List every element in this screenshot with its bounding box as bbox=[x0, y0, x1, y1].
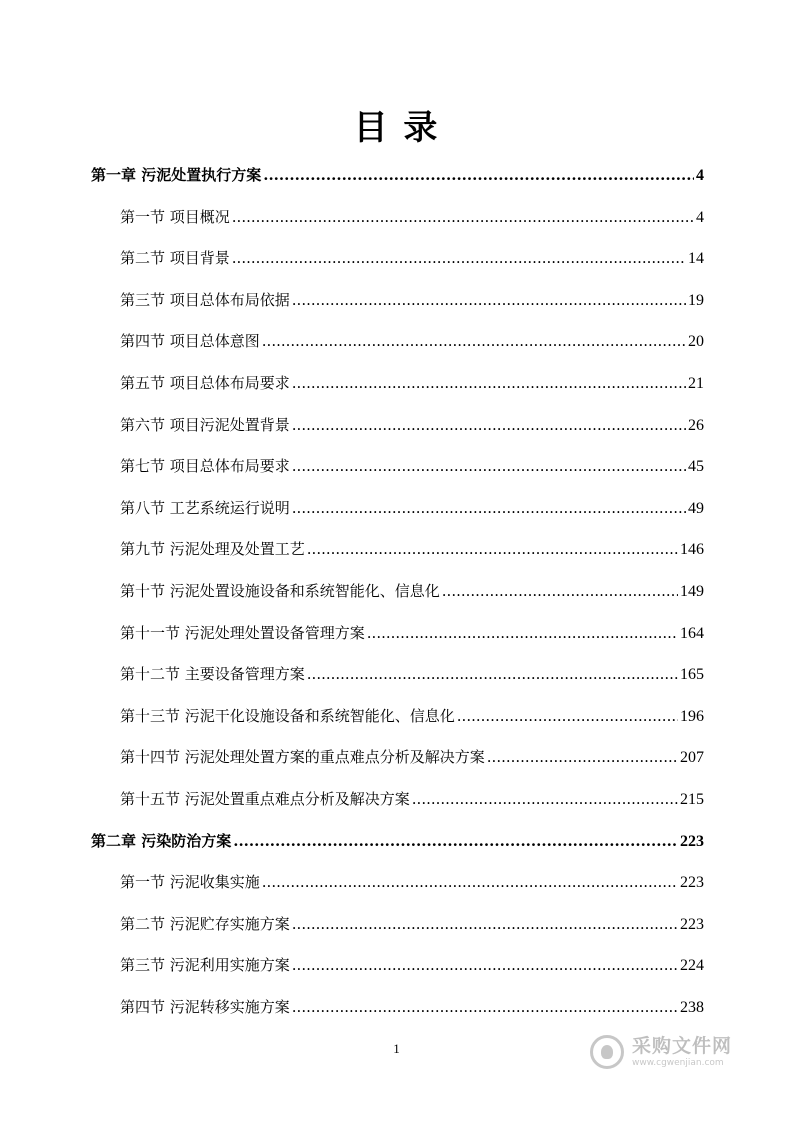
toc-entry-page-number: 26 bbox=[688, 417, 704, 434]
cgwenjian-logo-icon bbox=[590, 1035, 624, 1069]
toc-section-entry[interactable] bbox=[120, 496, 704, 520]
toc-section-entry[interactable] bbox=[120, 579, 704, 603]
toc-section-entry[interactable] bbox=[120, 787, 704, 811]
toc-entry-label: 第十节 污泥处置设施设备和系统智能化、信息化 bbox=[120, 582, 440, 600]
toc-dot-leader bbox=[292, 496, 686, 520]
toc-section-entry[interactable] bbox=[120, 246, 704, 270]
toc-dot-leader bbox=[232, 246, 686, 270]
toc-entry-label: 第十四节 污泥处理处置方案的重点难点分析及解决方案 bbox=[120, 748, 485, 766]
toc-section-entry[interactable] bbox=[120, 745, 704, 769]
watermark-url: www.cgwenjian.com bbox=[632, 1058, 724, 1068]
toc-dot-leader bbox=[457, 704, 678, 728]
page-number: 1 bbox=[393, 1041, 400, 1056]
toc-section-entry[interactable] bbox=[120, 953, 704, 977]
toc-entry-page-number: 20 bbox=[688, 333, 704, 350]
toc-section-entry[interactable] bbox=[120, 329, 704, 353]
toc-entry-label: 第三节 污泥利用实施方案 bbox=[120, 956, 290, 974]
toc-dot-leader bbox=[292, 995, 678, 1019]
toc-entry-label: 第一章 污泥处置执行方案 bbox=[91, 166, 262, 184]
toc-dot-leader bbox=[292, 288, 686, 312]
toc-dot-leader bbox=[307, 537, 678, 561]
toc-entry-label: 第七节 项目总体布局要求 bbox=[120, 457, 290, 475]
watermark bbox=[590, 1030, 750, 1074]
toc-section-entry[interactable] bbox=[120, 995, 704, 1019]
toc-entry-page-number: 164 bbox=[680, 625, 704, 642]
toc-dot-leader bbox=[292, 953, 678, 977]
toc-section-entry[interactable] bbox=[120, 454, 704, 478]
toc-dot-leader bbox=[292, 371, 686, 395]
toc-entry-page-number: 21 bbox=[688, 375, 704, 392]
toc-chapter-entry[interactable] bbox=[91, 829, 704, 853]
toc-dot-leader bbox=[262, 329, 686, 353]
toc-chapter-entry[interactable] bbox=[91, 163, 704, 187]
toc-entry-page-number: 19 bbox=[688, 292, 704, 309]
toc-dot-leader bbox=[232, 205, 694, 229]
toc-entry-label: 第十一节 污泥处理处置设备管理方案 bbox=[120, 624, 365, 642]
toc-entry-label: 第十三节 污泥干化设施设备和系统智能化、信息化 bbox=[120, 707, 455, 725]
toc-dot-leader bbox=[367, 621, 678, 645]
toc-entry-page-number: 146 bbox=[680, 541, 704, 558]
toc-entry-label: 第四节 污泥转移实施方案 bbox=[120, 998, 290, 1016]
toc-entry-label: 第五节 项目总体布局要求 bbox=[120, 374, 290, 392]
watermark-name: 采购文件网 bbox=[632, 1035, 733, 1057]
toc-dot-leader bbox=[412, 787, 678, 811]
toc-section-entry[interactable] bbox=[120, 912, 704, 936]
toc-entry-page-number: 223 bbox=[680, 874, 704, 891]
toc-dot-leader bbox=[233, 829, 678, 853]
toc-section-entry[interactable] bbox=[120, 537, 704, 561]
toc-entry-label: 第一节 项目概况 bbox=[120, 208, 230, 226]
toc-section-entry[interactable] bbox=[120, 662, 704, 686]
toc-dot-leader bbox=[262, 870, 678, 894]
toc-dot-leader bbox=[307, 662, 678, 686]
toc-entry-label: 第二章 污染防治方案 bbox=[91, 832, 232, 850]
toc-dot-leader bbox=[487, 745, 678, 769]
toc-entry-page-number: 49 bbox=[688, 500, 704, 517]
toc-entry-page-number: 224 bbox=[680, 957, 704, 974]
toc-entry-label: 第三节 项目总体布局依据 bbox=[120, 291, 290, 309]
toc-section-entry[interactable] bbox=[120, 704, 704, 728]
toc-entry-label: 第九节 污泥处理及处置工艺 bbox=[120, 540, 305, 558]
toc-entry-page-number: 4 bbox=[696, 209, 704, 226]
toc-entry-page-number: 207 bbox=[680, 749, 704, 766]
toc-entry-label: 第一节 污泥收集实施 bbox=[120, 873, 260, 891]
toc-section-entry[interactable] bbox=[120, 621, 704, 645]
toc-entry-label: 第十二节 主要设备管理方案 bbox=[120, 665, 305, 683]
toc-entry-page-number: 238 bbox=[680, 999, 704, 1016]
toc-dot-leader bbox=[292, 454, 686, 478]
toc-dot-leader bbox=[292, 912, 678, 936]
toc-entry-label: 第八节 工艺系统运行说明 bbox=[120, 499, 290, 517]
toc-entry-label: 第十五节 污泥处置重点难点分析及解决方案 bbox=[120, 790, 410, 808]
toc-section-entry[interactable] bbox=[120, 413, 704, 437]
toc-entry-page-number: 45 bbox=[688, 458, 704, 475]
toc-dot-leader bbox=[442, 579, 678, 603]
toc-entry-page-number: 14 bbox=[688, 250, 704, 267]
toc-entry-page-number: 223 bbox=[680, 916, 704, 933]
toc-dot-leader bbox=[292, 413, 686, 437]
toc-section-entry[interactable] bbox=[120, 205, 704, 229]
page-title: 目 录 bbox=[353, 108, 440, 148]
toc-entry-page-number: 165 bbox=[680, 666, 704, 683]
toc-entry-label: 第二节 污泥贮存实施方案 bbox=[120, 915, 290, 933]
toc-entry-page-number: 149 bbox=[680, 583, 704, 600]
toc-entry-page-number: 215 bbox=[680, 791, 704, 808]
toc-entry-page-number: 223 bbox=[680, 833, 704, 850]
toc-section-entry[interactable] bbox=[120, 870, 704, 894]
toc-entry-label: 第四节 项目总体意图 bbox=[120, 332, 260, 350]
toc-entry-label: 第六节 项目污泥处置背景 bbox=[120, 416, 290, 434]
toc-entry-page-number: 4 bbox=[696, 167, 704, 184]
toc-dot-leader bbox=[263, 163, 694, 187]
toc-section-entry[interactable] bbox=[120, 288, 704, 312]
toc-entry-page-number: 196 bbox=[680, 708, 704, 725]
watermark-text bbox=[632, 1035, 732, 1069]
toc-section-entry[interactable] bbox=[120, 371, 704, 395]
toc-entry-label: 第二节 项目背景 bbox=[120, 249, 230, 267]
